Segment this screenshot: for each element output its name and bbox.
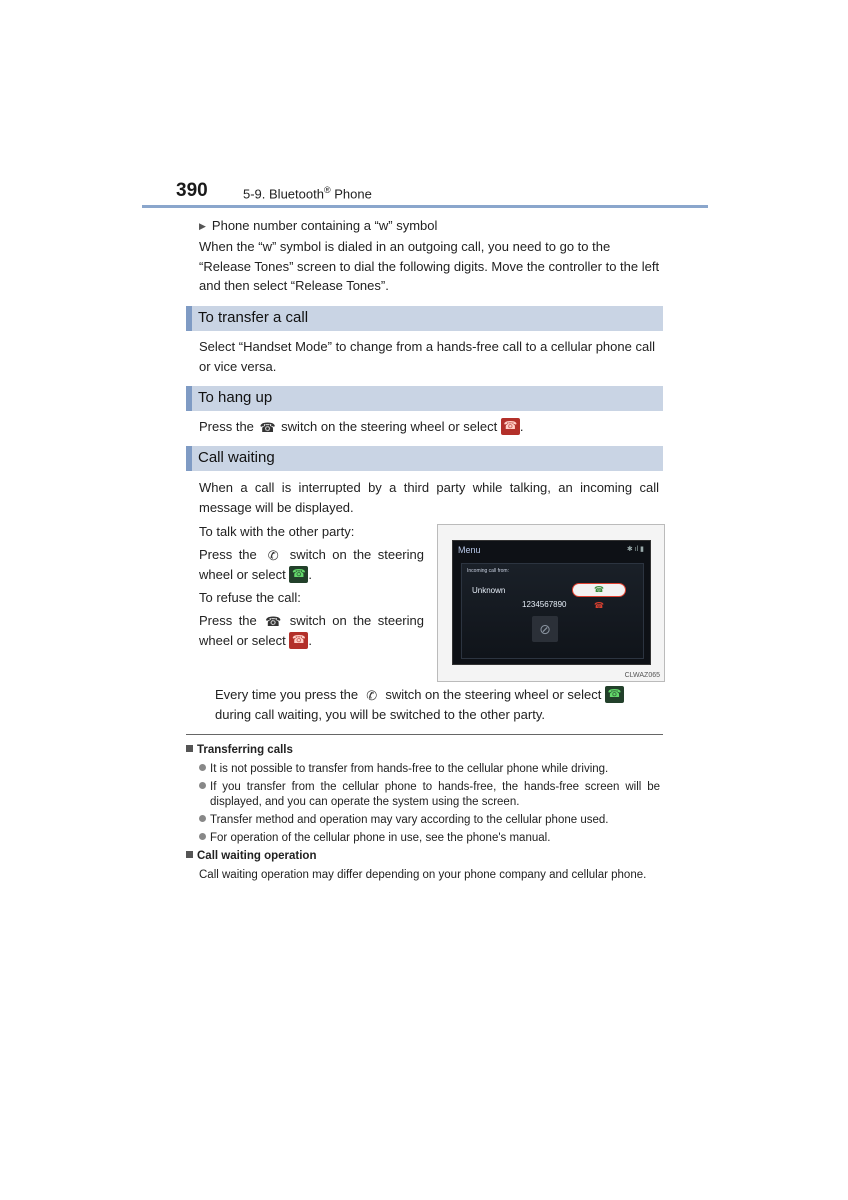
red-hang-up-button-icon: ☎ [289, 632, 308, 649]
triangle-bullet-icon: ▶ [199, 221, 206, 231]
caller-number: 1234567890 [522, 600, 567, 609]
refuse-label: To refuse the call: [199, 590, 301, 605]
refuse-text-a: Press the [199, 613, 257, 628]
running-header-prefix: 5-9. Bluetooth [243, 186, 324, 202]
round-bullet-icon [199, 782, 206, 789]
transferring-calls-title: Transferring calls [197, 744, 293, 756]
hangup-period: . [519, 419, 524, 434]
caller-name: Unknown [472, 586, 506, 595]
notes-block [186, 743, 663, 883]
call-waiting-operation-heading [186, 849, 663, 864]
transferring-calls-heading [186, 743, 663, 758]
call-waiting-operation-text: Call waiting operation may differ depending on your phone company and cellular phone. [199, 869, 647, 881]
pick-up-switch-icon: ✆ [366, 687, 378, 703]
page-number: 390 [176, 180, 208, 201]
green-pick-up-button-icon: ☎ [289, 566, 308, 583]
transfer-text: Select “Handset Mode” to change from a hands-free call to a cellular phone call or vice versa. [199, 339, 655, 374]
list-item [199, 831, 660, 846]
running-header [243, 185, 372, 201]
section-bar [186, 386, 192, 411]
list-item-text: Transfer method and operation may vary according to the cellular phone used. [210, 814, 609, 826]
transferring-list [186, 762, 663, 846]
notes-divider [186, 734, 663, 735]
list-item-text: For operation of the cellular phone in use, see the phone's manual. [210, 832, 551, 844]
talk-text-b: switch on the steering wheel or select [199, 547, 424, 583]
list-item [199, 813, 660, 828]
display-screen [452, 540, 651, 665]
green-pick-up-button-icon: ☎ [605, 686, 624, 703]
block-icon: ⊘ [532, 616, 558, 642]
note-text-b: switch on the steering wheel or select [385, 687, 602, 702]
section-bar [186, 446, 192, 471]
square-bullet-icon [186, 745, 193, 752]
hang-up-switch-icon: ☎ [259, 419, 276, 435]
call-waiting-note [215, 685, 661, 725]
screen-status-icons: ✱ ıl ▮ [626, 546, 644, 553]
round-bullet-icon [199, 815, 206, 822]
w-symbol-text: When the “w” symbol is dialed in an outgoing call, you need to go to the “Release Tones” screen to dial the following digits. Move the controller to the left and then select “Release Tones”. [199, 239, 660, 293]
incoming-call-panel [461, 563, 644, 659]
section-title-transfer: To transfer a call [198, 309, 309, 326]
list-item [199, 780, 660, 810]
refuse-text [199, 611, 424, 651]
incoming-call-label: Incoming call from: [467, 568, 509, 574]
section-hangup [186, 386, 663, 411]
screen-reject-button: ☎ [594, 601, 604, 610]
section-call-waiting [186, 446, 663, 471]
hangup-text-b: switch on the steering wheel or select [281, 419, 498, 434]
talk-label: To talk with the other party: [199, 524, 355, 539]
section-title-call-waiting: Call waiting [198, 449, 275, 466]
red-hang-up-button-icon: ☎ [501, 418, 520, 435]
note-text-a: Every time you press the [215, 687, 359, 702]
list-item-text: It is not possible to transfer from hands-free to the cellular phone while driving. [210, 763, 609, 775]
pick-up-switch-icon: ✆ [267, 547, 279, 563]
talk-text [199, 545, 424, 585]
w-symbol-heading-text: Phone number containing a “w” symbol [211, 218, 438, 233]
call-waiting-operation-title: Call waiting operation [197, 850, 317, 862]
running-header-suffix: Phone [330, 186, 372, 202]
header-rule [142, 205, 708, 208]
refuse-text-b: switch on the steering wheel or select [199, 613, 424, 649]
hang-up-switch-icon: ☎ [265, 613, 282, 629]
call-waiting-screen-figure [437, 524, 665, 682]
section-title-hangup: To hang up [198, 389, 273, 406]
screen-answer-button: ☎ [572, 583, 626, 597]
screen-menu-label: Menu [458, 545, 481, 555]
hangup-text-a: Press the [199, 419, 254, 434]
registered-mark: ® [323, 185, 331, 195]
w-symbol-heading [199, 216, 437, 238]
round-bullet-icon [199, 833, 206, 840]
talk-period: . [308, 567, 312, 583]
list-item-text: If you transfer from the cellular phone to hands-free, the hands-free screen will be displayed, and you can operate the system using the screen. [210, 781, 660, 808]
list-item [199, 762, 660, 777]
image-code: CLWAZ065 [624, 672, 660, 679]
round-bullet-icon [199, 764, 206, 771]
talk-text-a: Press the [199, 547, 257, 562]
refuse-period: . [308, 633, 312, 649]
note-text-c: during call waiting, you will be switched to the other party. [215, 707, 545, 723]
section-bar [186, 306, 192, 331]
square-bullet-icon [186, 851, 193, 858]
hangup-text [199, 417, 660, 437]
section-transfer [186, 306, 663, 331]
call-waiting-intro: When a call is interrupted by a third party while talking, an incoming call message will be displayed. [199, 480, 659, 515]
